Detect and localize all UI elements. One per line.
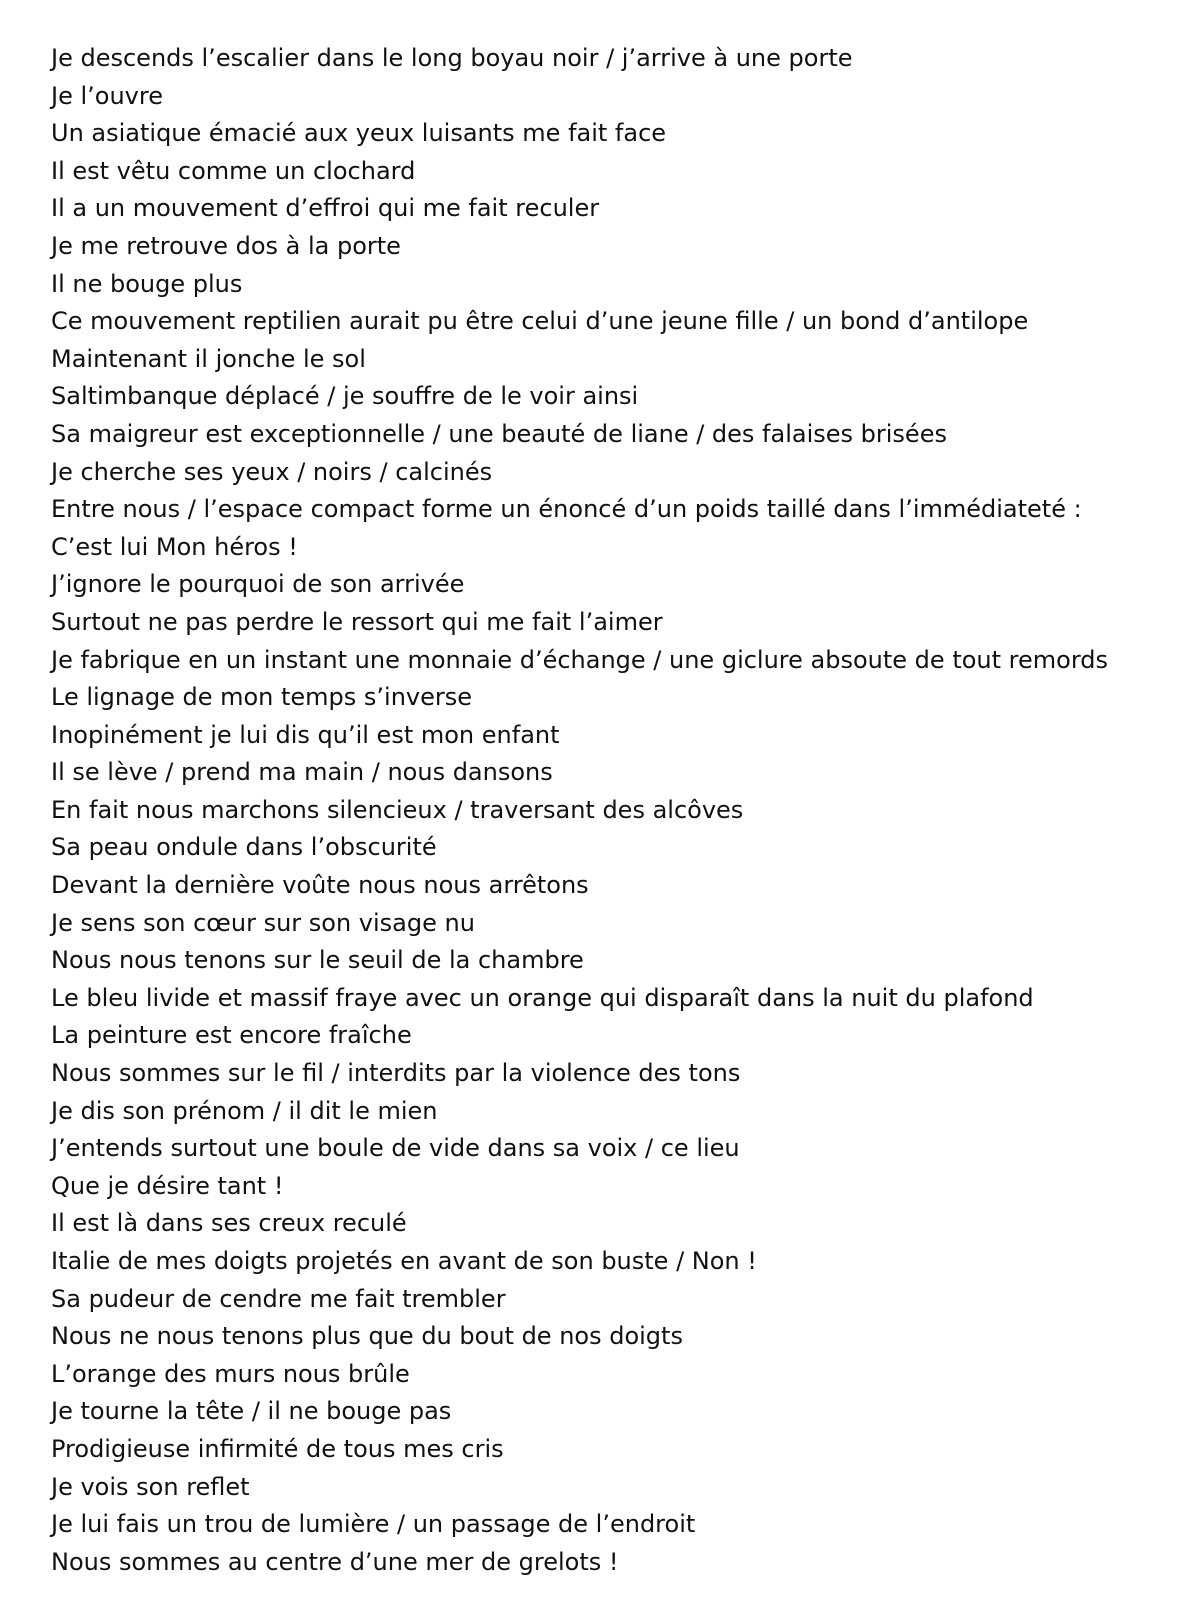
poem-line: Maintenant il jonche le sol: [51, 344, 366, 373]
poem-line: Il est vêtu comme un clochard: [51, 156, 416, 185]
poem-line: Le bleu livide et massif fraye avec un orange qui disparaît dans la nuit du plafond: [51, 983, 1034, 1012]
poem-line: Italie de mes doigts projetés en avant de son buste / Non !: [51, 1247, 757, 1275]
poem-line: Il est là dans ses creux reculé: [51, 1209, 407, 1238]
poem-line: Sa maigreur est exceptionnelle / une beauté de liane / des falaises brisées: [51, 419, 947, 448]
poem-line: C’est lui Mon héros !: [51, 532, 298, 561]
poem-line: Un asiatique émacié aux yeux luisants me fait face: [51, 119, 667, 148]
poem-line: J’entends surtout une boule de vide dans sa voix / ce lieu: [51, 1134, 740, 1163]
poem-line: Le lignage de mon temps s’inverse: [51, 683, 473, 712]
poem-line: Saltimbanque déplacé / je souffre de le voir ainsi: [51, 382, 639, 411]
poem-line: Nous sommes au centre d’une mer de grelots !: [51, 1547, 619, 1576]
poem-line: Inopinément je lui dis qu’il est mon enfant: [51, 720, 560, 749]
poem-line: Entre nous / l’espace compact forme un énoncé d’un poids taillé dans l’immédiateté :: [51, 495, 1082, 524]
poem-line: Il se lève / prend ma main / nous dansons: [51, 758, 553, 787]
poem-line: Il a un mouvement d’effroi qui me fait reculer: [51, 194, 600, 223]
poem-line: Je dis son prénom / il dit le mien: [51, 1096, 438, 1125]
poem-line: Surtout ne pas perdre le ressort qui me fait l’aimer: [51, 607, 663, 636]
poem-line: Je lui fais un trou de lumière / un passage de l’endroit: [51, 1510, 696, 1539]
poem-line: Que je désire tant !: [51, 1171, 284, 1200]
poem-line: Il ne bouge plus: [51, 269, 243, 298]
poem-line: Je descends l’escalier dans le long boyau noir / j’arrive à une porte: [51, 44, 853, 72]
poem-line: Je vois son reflet: [51, 1472, 250, 1501]
poem-line: Sa pudeur de cendre me fait trembler: [51, 1284, 506, 1313]
poem-line: Devant la dernière voûte nous nous arrêtons: [51, 871, 589, 900]
poem-line: Nous sommes sur le fil / interdits par la violence des tons: [51, 1059, 741, 1088]
poem-line: Je cherche ses yeux / noirs / calcinés: [51, 457, 493, 486]
poem-line: Nous ne nous tenons plus que du bout de nos doigts: [51, 1322, 683, 1351]
poem-line: Je sens son cœur sur son visage nu: [51, 908, 475, 937]
poem-line: Je l’ouvre: [51, 81, 163, 110]
poem-line: La peinture est encore fraîche: [51, 1021, 412, 1050]
poem-line: L’orange des murs nous brûle: [51, 1359, 410, 1388]
poem-text: [51, 40, 1181, 1581]
poem-line: J’ignore le pourquoi de son arrivée: [51, 570, 465, 599]
poem-line: Prodigieuse infirmité de tous mes cris: [51, 1434, 504, 1463]
poem-line: Sa peau ondule dans l’obscurité: [51, 833, 437, 862]
poem-line: Nous nous tenons sur le seuil de la chambre: [51, 946, 584, 975]
poem-line: Je me retrouve dos à la porte: [51, 231, 401, 260]
poem-line: En fait nous marchons silencieux / traversant des alcôves: [51, 795, 744, 824]
poem-line: Ce mouvement reptilien aurait pu être celui d’une jeune fille / un bond d’antilope: [51, 307, 1029, 336]
poem-line: Je tourne la tête / il ne bouge pas: [51, 1397, 452, 1426]
poem-line: Je fabrique en un instant une monnaie d’échange / une giclure absoute de tout remords: [51, 645, 1109, 674]
